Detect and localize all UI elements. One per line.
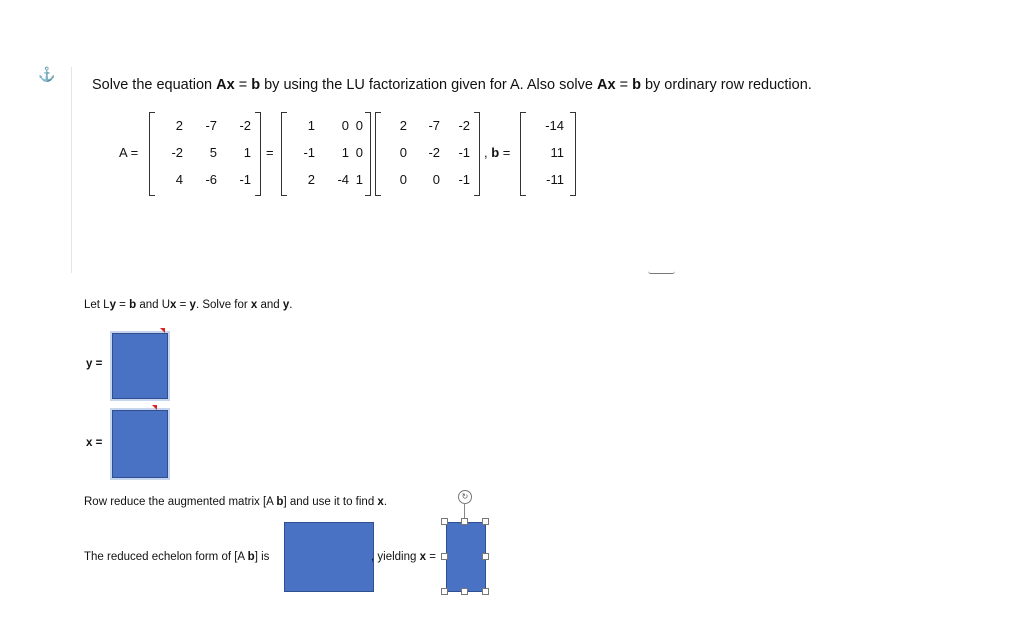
matrix-row	[520, 172, 576, 188]
matrix-entry: -1	[303, 145, 315, 160]
matrix-entry: -2	[171, 145, 183, 160]
step2-text: ] and use it to find	[283, 496, 378, 508]
step2-text: .	[383, 496, 388, 508]
resize-handle[interactable]	[441, 553, 448, 560]
step1-text: =	[115, 299, 130, 311]
rref-answer-box[interactable]	[284, 522, 374, 592]
step1-b: b	[129, 299, 137, 311]
matrix-row	[281, 145, 371, 161]
matrix-entry: 1	[243, 145, 251, 160]
final-x-answer-box[interactable]	[446, 522, 486, 592]
step1-text: .	[289, 299, 293, 311]
y-label: y =	[86, 358, 103, 370]
matrix-entry: -7	[205, 118, 217, 133]
y-answer-marker	[160, 328, 165, 333]
matrix-entry: 0	[355, 145, 363, 160]
resize-handle[interactable]	[441, 518, 448, 525]
matrix-entry: 1	[307, 118, 315, 133]
step1-text: and	[257, 299, 283, 311]
prompt-ax: Ax	[597, 77, 616, 93]
step1-y: y	[109, 299, 116, 311]
x-answer-box[interactable]	[112, 410, 168, 478]
step1-x: x	[170, 299, 177, 311]
matrix-entry: 2	[175, 118, 183, 133]
resize-handle[interactable]	[461, 518, 468, 525]
step1-text: Let L	[84, 299, 110, 311]
step2-instruction	[84, 496, 387, 508]
problem-prompt	[92, 77, 812, 93]
matrix-a	[149, 112, 261, 194]
step1-y: y	[282, 299, 290, 311]
prompt-ax: Ax	[216, 77, 235, 93]
step3-b: b	[247, 551, 255, 563]
prompt-text: by ordinary row reduction.	[640, 77, 812, 93]
b-label-suffix: =	[499, 145, 511, 160]
divider-mark	[648, 271, 675, 274]
matrix-entry: 0	[399, 145, 407, 160]
matrix-entry: -2	[428, 145, 440, 160]
step2-text: Row reduce the augmented matrix [A	[84, 496, 277, 508]
matrix-row	[375, 118, 480, 134]
rotate-stem	[464, 503, 465, 519]
step2-x: x	[377, 496, 384, 508]
b-label-bold: b	[491, 145, 500, 160]
step3-text: =	[426, 551, 436, 563]
matrix-entry: 1	[355, 172, 363, 187]
matrix-entry: 0	[341, 118, 349, 133]
resize-handle[interactable]	[482, 588, 489, 595]
vector-b	[520, 112, 576, 194]
matrix-entry: -2	[239, 118, 251, 133]
equals-sign: =	[266, 145, 274, 160]
matrix-entry: 0	[355, 118, 363, 133]
b-label	[484, 145, 510, 160]
rotate-handle-icon[interactable]: ↻	[458, 490, 472, 504]
y-answer-box[interactable]	[112, 333, 168, 399]
matrix-entry: -11	[546, 172, 564, 187]
step3-x: x	[419, 551, 426, 563]
step3-instruction	[84, 551, 269, 563]
step1-y: y	[189, 299, 196, 311]
matrix-u	[375, 112, 480, 194]
prompt-eq: =	[615, 77, 633, 93]
anchor-icon[interactable]: ⚓	[38, 66, 56, 82]
step1-x: x	[250, 299, 258, 311]
step1-text: and U	[136, 299, 171, 311]
matrix-row	[149, 118, 261, 134]
step1-text: =	[176, 299, 190, 311]
matrix-entry: -1	[458, 172, 470, 187]
prompt-b: b	[251, 77, 261, 93]
step3-text: ] is	[254, 551, 270, 563]
a-label: A =	[119, 145, 139, 160]
x-answer-marker	[152, 405, 157, 410]
matrix-entry: 5	[209, 145, 217, 160]
resize-handle[interactable]	[461, 588, 468, 595]
matrix-entry: 0	[399, 172, 407, 187]
matrix-entry: 0	[432, 172, 440, 187]
matrix-entry: -7	[428, 118, 440, 133]
matrix-entry: -14	[545, 118, 564, 133]
matrix-row	[520, 145, 576, 161]
resize-handle[interactable]	[482, 518, 489, 525]
matrix-entry: 2	[399, 118, 407, 133]
step3-text: The reduced echelon form of [A	[84, 551, 248, 563]
matrix-entry: -4	[337, 172, 349, 187]
x-label: x =	[86, 437, 103, 449]
matrix-row	[281, 172, 371, 188]
matrix-entry: -1	[239, 172, 251, 187]
matrix-row	[375, 145, 480, 161]
resize-handle[interactable]	[441, 588, 448, 595]
left-divider	[71, 67, 72, 273]
step3-text: , yielding	[371, 551, 420, 563]
step3-yielding	[371, 551, 436, 563]
step1-instruction	[84, 299, 293, 311]
matrix-entry: -6	[205, 172, 217, 187]
matrix-entry: 2	[307, 172, 315, 187]
matrix-row	[149, 172, 261, 188]
matrix-entry: 4	[175, 172, 183, 187]
prompt-eq: =	[234, 77, 252, 93]
prompt-text: by using the LU factorization given for A. Also solve	[260, 77, 597, 93]
matrix-row	[281, 118, 371, 134]
resize-handle[interactable]	[482, 553, 489, 560]
matrix-entry: -1	[458, 145, 470, 160]
prompt-b: b	[632, 77, 641, 93]
matrix-row	[520, 118, 576, 134]
b-label-prefix: ,	[484, 145, 492, 160]
matrix-row	[375, 172, 480, 188]
matrix-entry: -2	[458, 118, 470, 133]
matrix-entry: 11	[550, 145, 564, 160]
matrix-l	[281, 112, 371, 194]
step1-text: . Solve for	[195, 299, 251, 311]
matrix-row	[149, 145, 261, 161]
prompt-text: Solve the equation	[92, 77, 217, 93]
step2-b: b	[276, 496, 284, 508]
matrix-entry: 1	[341, 145, 349, 160]
